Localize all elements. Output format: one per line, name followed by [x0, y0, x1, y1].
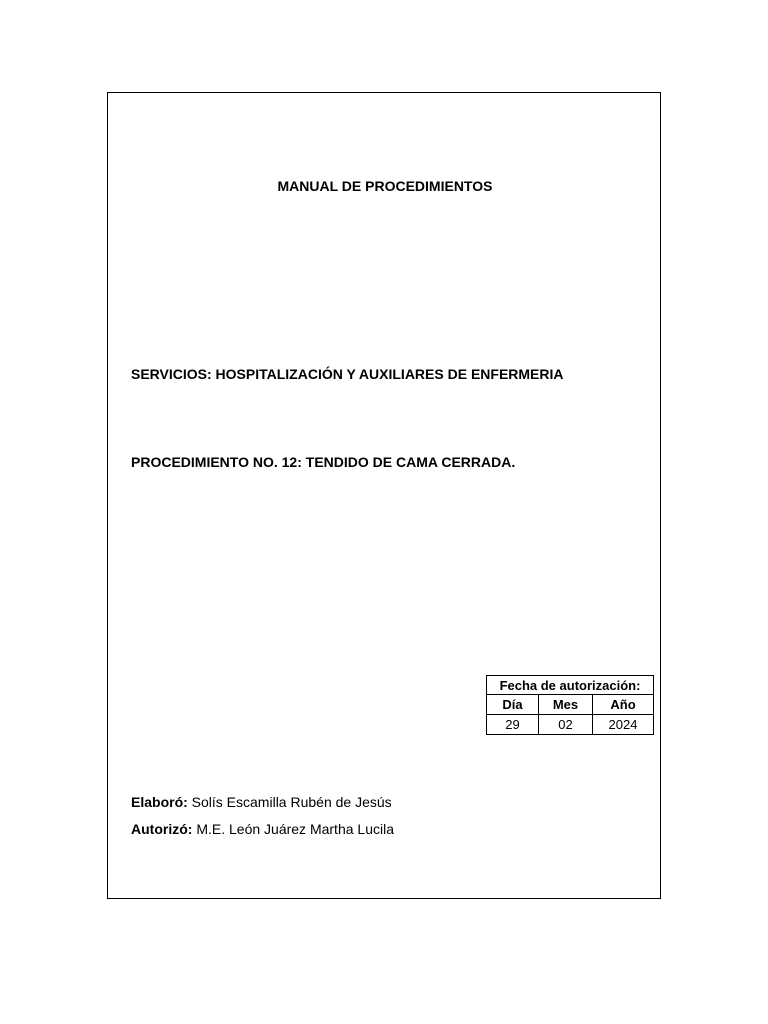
- column-day: Día: [487, 695, 539, 715]
- procedure-heading: PROCEDIMIENTO NO. 12: TENDIDO DE CAMA CERRADA.: [131, 454, 516, 470]
- value-day: 29: [487, 715, 539, 735]
- authorization-date-table: [486, 675, 654, 735]
- column-year: Año: [593, 695, 654, 715]
- authorization-header-row: [487, 676, 654, 695]
- value-month: 02: [539, 715, 593, 735]
- services-heading: SERVICIOS: HOSPITALIZACIÓN Y AUXILIARES DE ENFERMERIA: [131, 366, 564, 382]
- made-by-name: Solís Escamilla Rubén de Jesús: [191, 794, 392, 810]
- authorized-by-label: Autorizó:: [131, 821, 193, 837]
- authorization-date-header: Fecha de autorización:: [487, 676, 654, 695]
- authorized-by-line: [131, 820, 394, 838]
- authorization-columns-row: [487, 695, 654, 715]
- value-year: 2024: [593, 715, 654, 735]
- authorized-by-name: M.E. León Juárez Martha Lucila: [196, 821, 394, 837]
- authorization-values-row: [487, 715, 654, 735]
- made-by-line: [131, 793, 392, 811]
- made-by-label: Elaboró:: [131, 794, 188, 810]
- document-frame: [107, 92, 661, 899]
- document-title: MANUAL DE PROCEDIMIENTOS: [277, 178, 493, 194]
- column-month: Mes: [539, 695, 593, 715]
